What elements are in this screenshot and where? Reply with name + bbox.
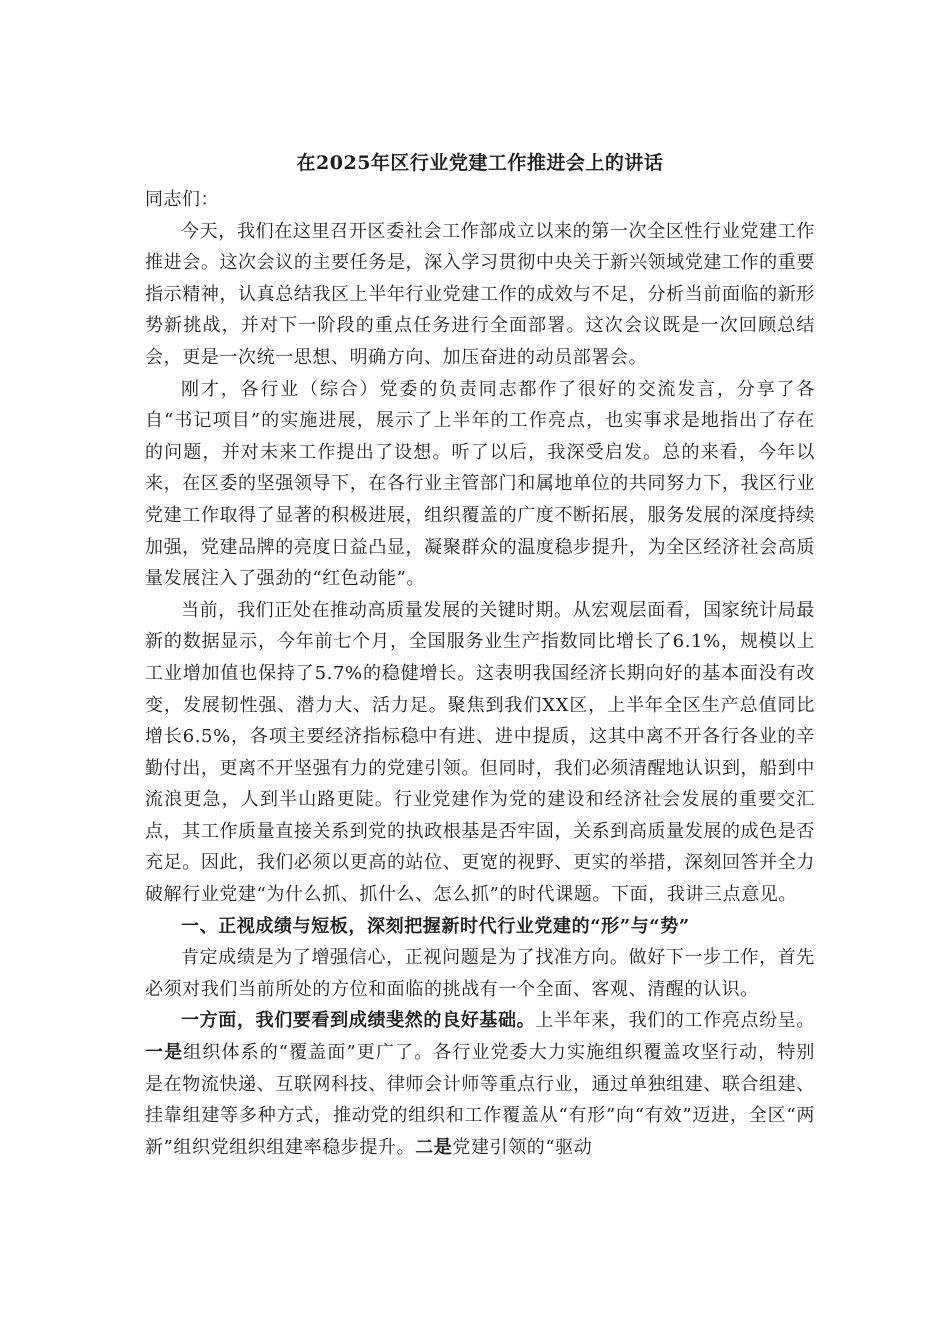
paragraph-exchange: 刚才，各行业（综合）党委的负责同志都作了很好的交流发言，分享了各自“书记项目”的实施进展，展示了上半年的工作亮点，也实事求是地指出了存在的问题，并对未来工作提出了设想。听了以后，我深受启发。总的来看，今年以来，在区委的坚强领导下，在各行业主管部门和属地单位的共同努力下，我区行业党建工作取得了显著的积极进展，组织覆盖的广度不断拓展，服务发展的深度持续加强，党建品牌的亮度日益凸显，凝聚群众的温度稳步提升，为全区经济社会高质量发展注入了强劲的“红色动能”。 [145, 378, 815, 590]
point-marker-1: 一是 [145, 1042, 184, 1064]
lead-bold-text: 一方面，我们要看到成绩斐然的良好基础。 [181, 1010, 536, 1032]
document-body [145, 146, 815, 1163]
salutation: 同志们： [145, 189, 219, 210]
paragraph-achievements [145, 1005, 815, 1163]
paragraph-text: 上半年来，我们的工作亮点纷呈。 [535, 1010, 816, 1032]
point-marker-2: 二是 [415, 1136, 453, 1158]
paragraph-section-1-intro: 肯定成绩是为了增强信心，正视问题是为了找准方向。做好下一步工作，首先必须对我们当前所处的方位和面临的挑战有一个全面、客观、清醒的认识。 [145, 947, 815, 1000]
section-heading-1: 一、正视成绩与短板，深刻把握新时代行业党建的“形”与“势” [181, 915, 690, 937]
paragraph-text: 党建引领的“驱动 [452, 1136, 593, 1158]
paragraph-text: 组织体系的“覆盖面”更广了。各行业党委大力实施组织覆盖攻坚行动，特别是在物流快递、互联网科技、律师会计师等重点行业，通过单独组建、联合组建、挂靠组建等多种方式，推动党的组织和工作覆盖从“有形”向“有效”迈进，全区“两新”组织党组织组建率稳步提升。 [145, 1042, 815, 1158]
paragraph-context: 当前，我们正处在推动高质量发展的关键时期。从宏观层面看，国家统计局最新的数据显示，今年前七个月，全国服务业生产指数同比增长了6.1%，规模以上工业增加值也保持了5.7%的稳健增长。这表明我国经济长期向好的基本面没有改变，发展韧性强、潜力大、活力足。聚焦到我们XX区，上半年全区生产总值同比增长6.5%，各项主要经济指标稳中有进、进中提质，这其中离不开各行各业的辛勤付出，更离不开坚强有力的党建引领。但同时，我们必须清醒地认识到，船到中流浪更急，人到半山路更陡。行业党建作为党的建设和经济社会发展的重要交汇点，其工作质量直接关系到党的执政根基是否牢固，关系到高质量发展的成色是否充足。因此，我们必须以更高的站位、更宽的视野、更实的举措，深刻回答并全力破解行业党建“为什么抓、抓什么、怎么抓”的时代课题。下面，我讲三点意见。 [145, 599, 815, 906]
page-title: 在2025年区行业党建工作推进会上的讲话 [296, 152, 664, 174]
paragraph-intro: 今天，我们在这里召开区委社会工作部成立以来的第一次全区性行业党建工作推进会。这次会议的主要任务是，深入学习贯彻中央关于新兴领域党建工作的重要指示精神，认真总结我区上半年行业党建工作的成效与不足，分析当前面临的新形势新挑战，并对下一阶段的重点任务进行全面部署。这次会议既是一次回顾总结会，更是一次统一思想、明确方向、加压奋进的动员部署会。 [145, 220, 815, 368]
